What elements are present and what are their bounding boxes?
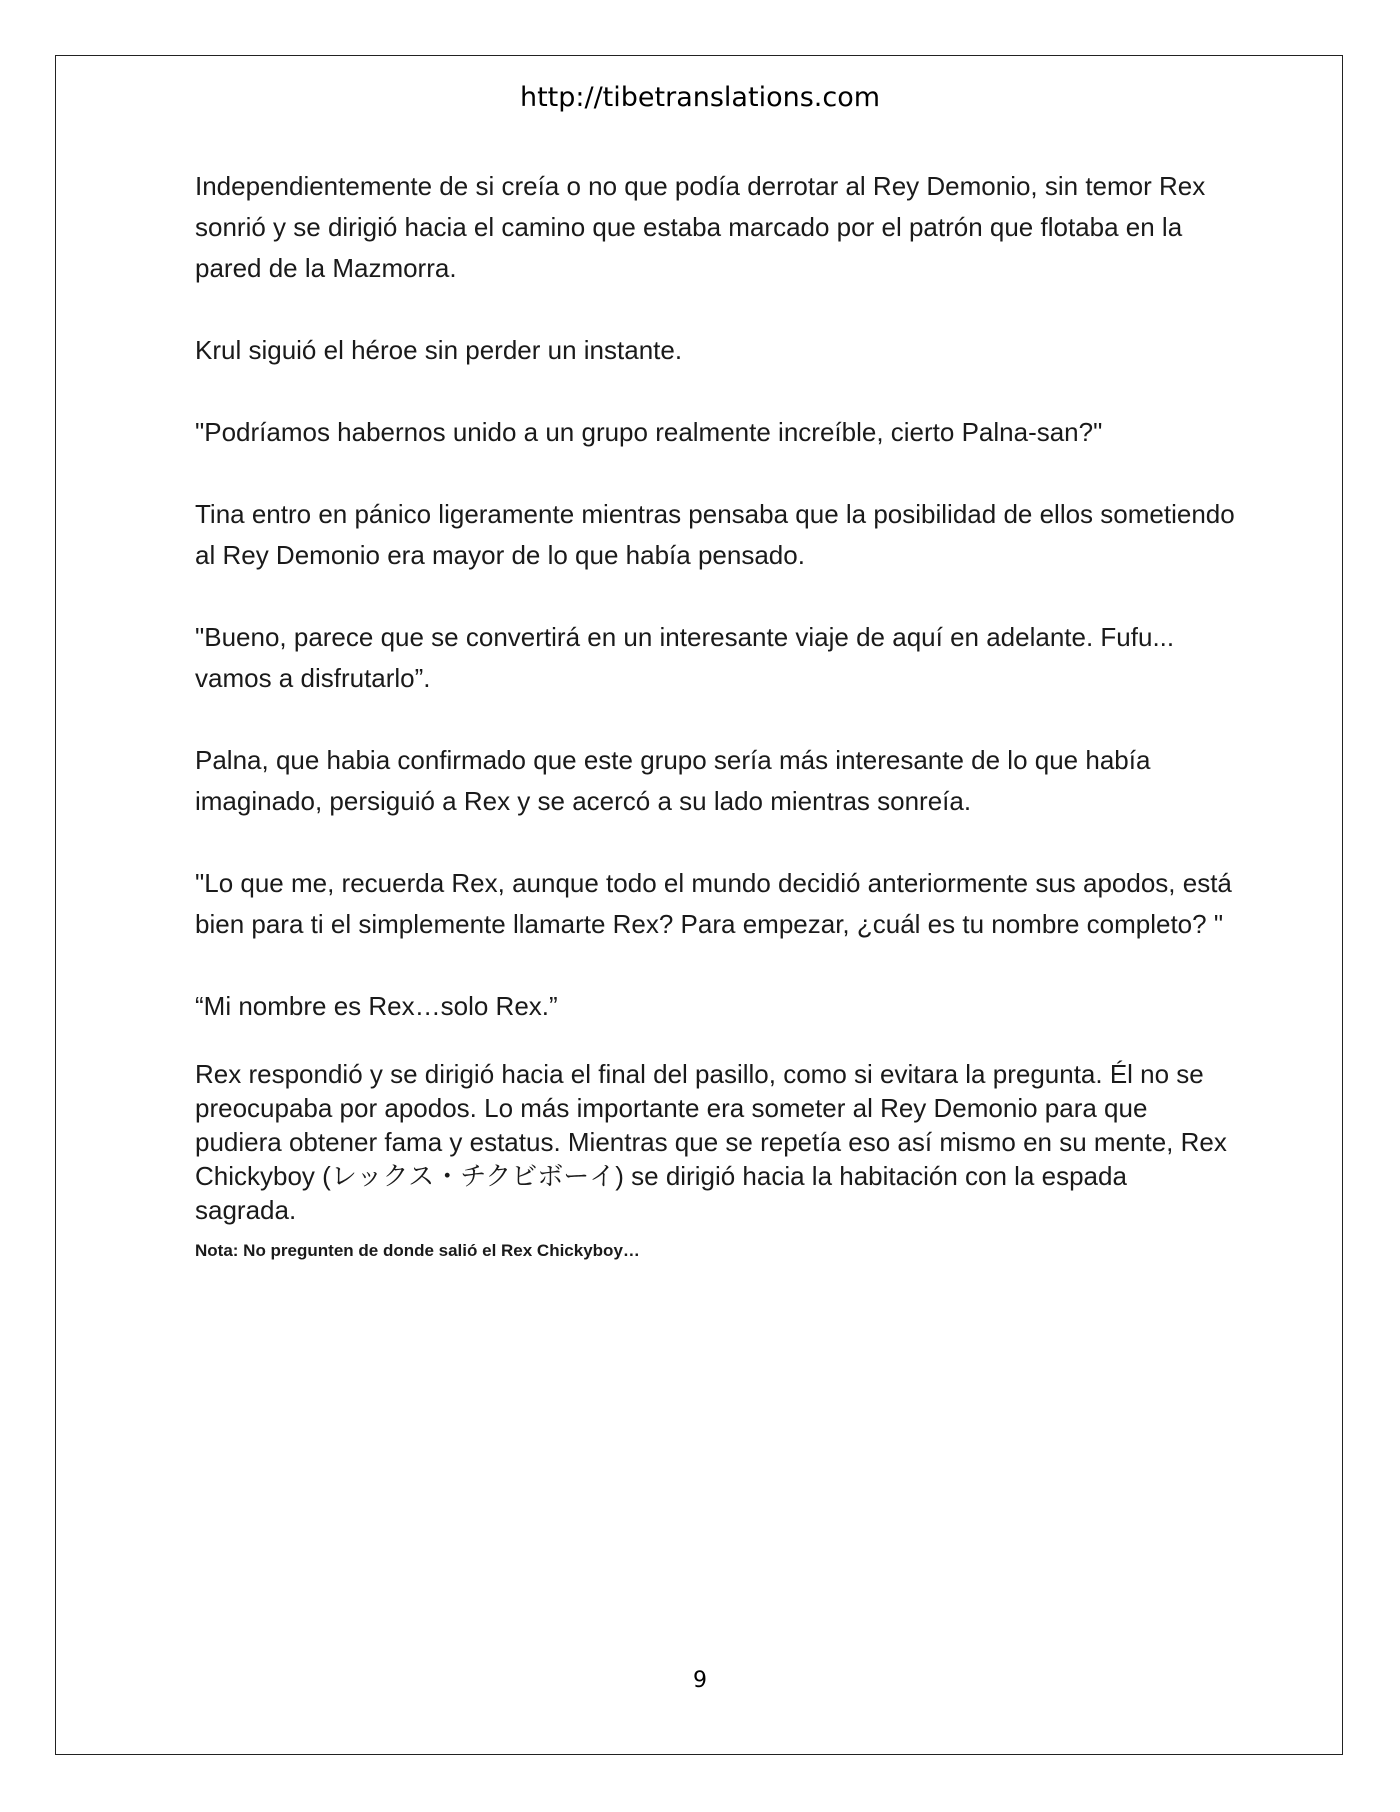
header-url: http://tibetranslations.com (519, 82, 881, 113)
paragraph-7: "Lo que me, recuerda Rex, aunque todo el mundo decidió anteriormente sus apodos, está bien para ti el simplemente llamarte Rex? Para empezar, ¿cuál es tu nombre completo? " (195, 868, 1232, 939)
page-number: 9 (693, 1668, 707, 1693)
paragraph-5: "Bueno, parece que se convertirá en un interesante viaje de aquí en adelante. Fufu... vamos a disfrutarlo”. (195, 622, 1175, 693)
paragraph-1: Independientemente de si creía o no que podía derrotar al Rey Demonio, sin temor Rex sonrió y se dirigió hacia el camino que estaba marcado por el patrón que flotaba en la pared de la Mazmorra. (195, 171, 1206, 283)
paragraph-8: “Mi nombre es Rex…solo Rex.” (195, 991, 558, 1021)
paragraph-9: Rex respondió y se dirigió hacia el final del pasillo, como si evitara la pregunta. Él no se preocupaba por apodos. Lo más importante era someter al Rey Demonio para que pudiera obtener fama y estatus. Mientras que se repetía eso así mismo en su mente, Rex Chickyboy (レックス・チクビボーイ) se dirigió hacia la habitación con la espada sagrada. (195, 1059, 1227, 1225)
paragraph-6: Palna, que habia confirmado que este grupo sería más interesante de lo que había imaginado, persiguió a Rex y se acercó a su lado mientras sonreía. (195, 745, 1151, 816)
document-body (195, 166, 1235, 1263)
paragraph-4: Tina entro en pánico ligeramente mientras pensaba que la posibilidad de ellos sometiendo al Rey Demonio era mayor de lo que había pensado. (195, 499, 1235, 570)
paragraph-3: "Podríamos habernos unido a un grupo realmente increíble, cierto Palna-san?" (195, 417, 1103, 447)
translator-note: Nota: No pregunten de donde salió el Rex Chickyboy… (195, 1241, 640, 1260)
paragraph-2: Krul siguió el héroe sin perder un instante. (195, 335, 683, 365)
